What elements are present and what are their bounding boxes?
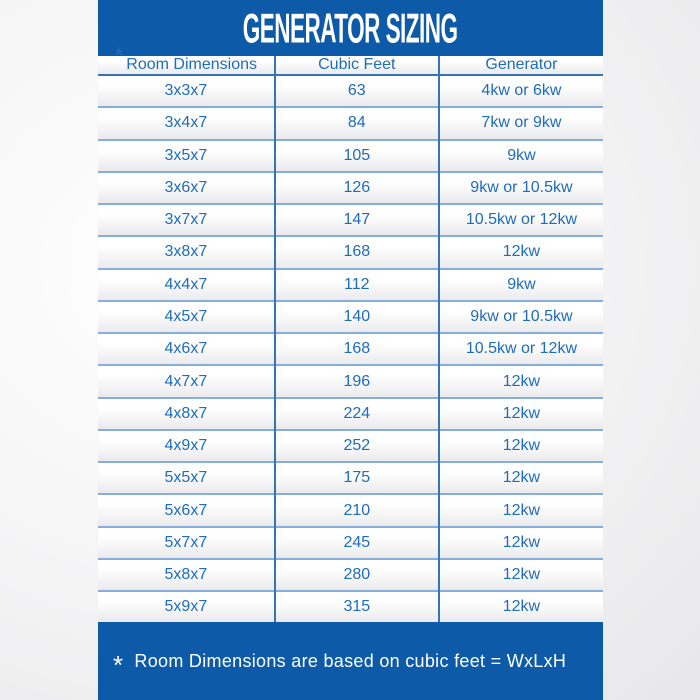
generator-cell: 9kw or 10.5kw [439,301,603,333]
table-header-row [98,56,603,75]
table-row [98,494,603,526]
generator-cell: 12kw [439,365,603,397]
cubic-feet-cell: 280 [275,559,439,591]
generator-cell: 12kw [439,559,603,591]
cubic-feet-cell: 245 [275,527,439,559]
generator-cell: 12kw [439,236,603,268]
col-header-room-dimensions [98,43,275,75]
col-header-generator: Generator [439,56,603,75]
cubic-feet-cell: 140 [275,301,439,333]
room-dimensions-cell: 3x7x7 [98,204,275,236]
room-dimensions-cell: 3x6x7 [98,172,275,204]
table-row [98,301,603,333]
generator-cell: 9kw [439,269,603,301]
cubic-feet-cell: 168 [275,333,439,365]
room-dimensions-cell: 5x8x7 [98,559,275,591]
table-row [98,527,603,559]
room-dimensions-cell: 4x9x7 [98,430,275,462]
room-dimensions-cell: 3x5x7 [98,140,275,172]
generator-cell: 7kw or 9kw [439,107,603,139]
table-row [98,398,603,430]
footnote: * Room Dimensions are based on cubic feet = WxLxH [113,650,567,680]
generator-cell: 10.5kw or 12kw [439,204,603,236]
page-title: GENERATOR SIZING [243,4,458,51]
generator-sizing-table [98,43,603,622]
cubic-feet-cell: 315 [275,591,439,622]
generator-cell: 4kw or 6kw [439,75,603,107]
cubic-feet-cell: 196 [275,365,439,397]
table-row [98,107,603,139]
cubic-feet-cell: 252 [275,430,439,462]
table-row [98,559,603,591]
generator-cell: 9kw or 10.5kw [439,172,603,204]
asterisk-icon: * [114,43,124,68]
table-row [98,462,603,494]
room-dimensions-cell: 5x7x7 [98,527,275,559]
table-row [98,365,603,397]
cubic-feet-cell: 210 [275,494,439,526]
table-row [98,140,603,172]
cubic-feet-cell: 105 [275,140,439,172]
room-dimensions-cell: 4x4x7 [98,269,275,301]
generator-cell: 9kw [439,140,603,172]
room-dimensions-cell: 3x4x7 [98,107,275,139]
generator-cell: 12kw [439,462,603,494]
generator-cell: 12kw [439,430,603,462]
table-row [98,172,603,204]
table-row [98,75,603,107]
generator-cell: 12kw [439,527,603,559]
cubic-feet-cell: 63 [275,75,439,107]
cubic-feet-cell: 112 [275,269,439,301]
cubic-feet-cell: 168 [275,236,439,268]
cubic-feet-cell: 84 [275,107,439,139]
generator-cell: 12kw [439,591,603,622]
room-dimensions-cell: 5x5x7 [98,462,275,494]
room-dimensions-cell: 4x8x7 [98,398,275,430]
generator-sizing-card [98,0,603,700]
table-body [98,75,603,622]
room-dimensions-cell: 3x3x7 [98,75,275,107]
cubic-feet-cell: 175 [275,462,439,494]
table-row [98,333,603,365]
room-dimensions-cell: 5x6x7 [98,494,275,526]
table-row [98,591,603,622]
generator-cell: 12kw [439,398,603,430]
table-row [98,430,603,462]
generator-cell: 10.5kw or 12kw [439,333,603,365]
cubic-feet-cell: 147 [275,204,439,236]
table-row [98,236,603,268]
table-row [98,269,603,301]
room-dimensions-cell: 4x7x7 [98,365,275,397]
room-dimensions-cell: 4x5x7 [98,301,275,333]
generator-cell: 12kw [439,494,603,526]
card-header [98,0,603,56]
col-header-label: Room Dimensions [126,56,258,73]
room-dimensions-cell: 5x9x7 [98,591,275,622]
footnote-text: Room Dimensions are based on cubic feet = WxLxH [134,650,567,671]
col-header-cubic-feet: Cubic Feet [275,56,439,75]
table-row [98,204,603,236]
room-dimensions-cell: 4x6x7 [98,333,275,365]
cubic-feet-cell: 224 [275,398,439,430]
cubic-feet-cell: 126 [275,172,439,204]
room-dimensions-cell: 3x8x7 [98,236,275,268]
